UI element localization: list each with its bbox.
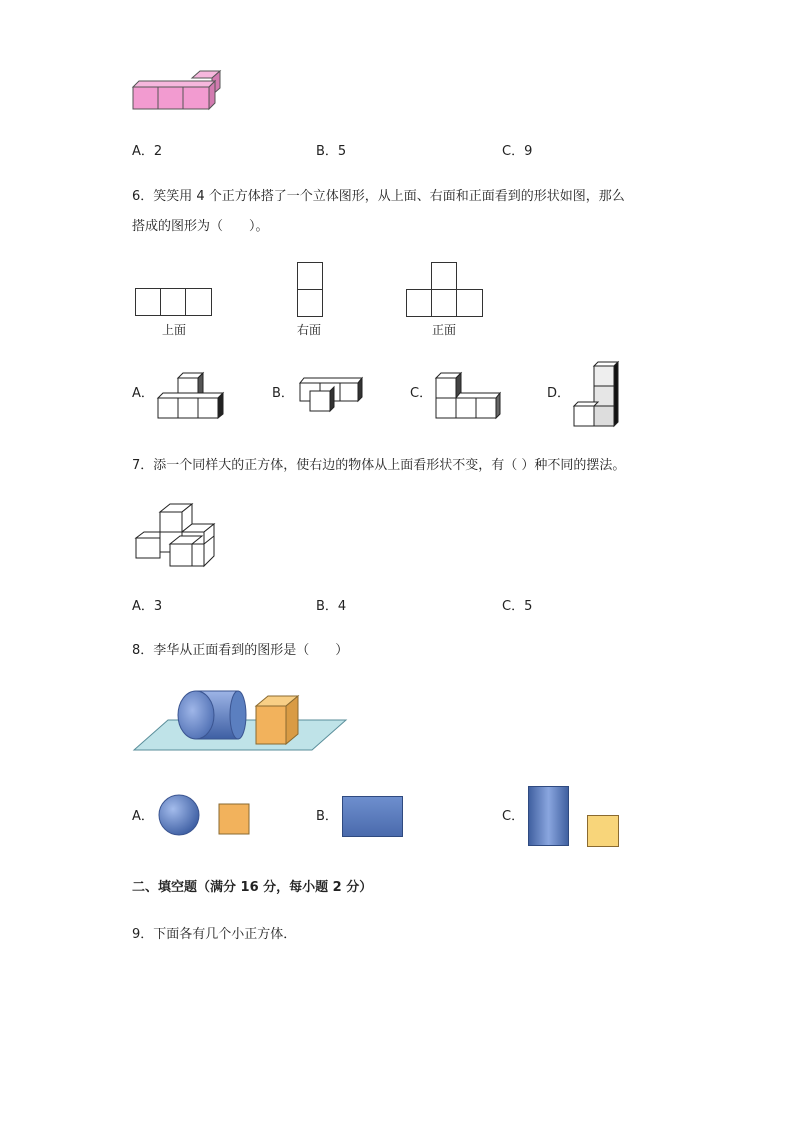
section2-title: 二、填空题（满分 16 分，每小题 2 分） — [132, 880, 373, 895]
q8-option-c-figure[interactable] — [528, 786, 622, 848]
q8-scene-figure — [134, 688, 348, 754]
q7-cube-figure — [136, 500, 218, 570]
q8-option-a-label[interactable]: A． — [132, 809, 154, 824]
q6-option-d-figure[interactable] — [574, 360, 624, 428]
q8-option-a-square — [219, 804, 249, 834]
q7-option-a[interactable]: A．3 — [132, 599, 163, 614]
q8-option-a-figure[interactable] — [158, 794, 253, 838]
q5-option-c[interactable]: C．9 — [502, 144, 533, 159]
q6-top-view-label: 上面 — [162, 323, 187, 337]
q6-top-view — [135, 288, 213, 316]
q6-option-d-label[interactable]: D． — [547, 386, 571, 401]
q7-question: 7．添一个同样大的正方体，使右边的物体从上面看形状不变，有（ ）种不同的摆法。 — [132, 458, 626, 473]
q7-option-b[interactable]: B．4 — [316, 599, 347, 614]
q5-option-a[interactable]: A．2 — [132, 144, 163, 159]
q8-question: 8．李华从正面看到的图形是（ ） — [132, 643, 349, 658]
q6-option-c-label[interactable]: C． — [410, 386, 433, 401]
q6-question-line2: 搭成的图形为（ ）。 — [132, 219, 269, 234]
q8-option-a-circle — [159, 795, 199, 835]
q8-option-b-figure[interactable] — [342, 796, 404, 838]
q6-question-line1: 6．笑笑用 4 个正方体搭了一个立体图形，从上面、右面和正面看到的形状如图，那么 — [132, 189, 625, 204]
q6-option-b-label[interactable]: B． — [272, 386, 294, 401]
q7-option-c[interactable]: C．5 — [502, 599, 533, 614]
q5-pink-cubes-figure — [132, 68, 224, 112]
q6-option-a-figure[interactable] — [158, 370, 230, 420]
q6-option-a-label[interactable]: A． — [132, 386, 154, 401]
q8-option-b-label[interactable]: B． — [316, 809, 338, 824]
q8-option-c-label[interactable]: C． — [502, 809, 525, 824]
q6-option-b-figure[interactable] — [296, 375, 368, 415]
q5-option-b[interactable]: B．5 — [316, 144, 347, 159]
q6-front-view — [406, 262, 484, 318]
q6-option-c-figure[interactable] — [436, 370, 508, 420]
q9-question: 9．下面各有几个小正方体． — [132, 927, 297, 942]
q6-right-view-label: 右面 — [297, 323, 322, 337]
q8-option-c-tall-rect — [529, 787, 569, 846]
q8-option-c-square — [588, 816, 619, 847]
q6-front-view-label: 正面 — [432, 323, 457, 337]
q6-right-view — [297, 262, 323, 318]
